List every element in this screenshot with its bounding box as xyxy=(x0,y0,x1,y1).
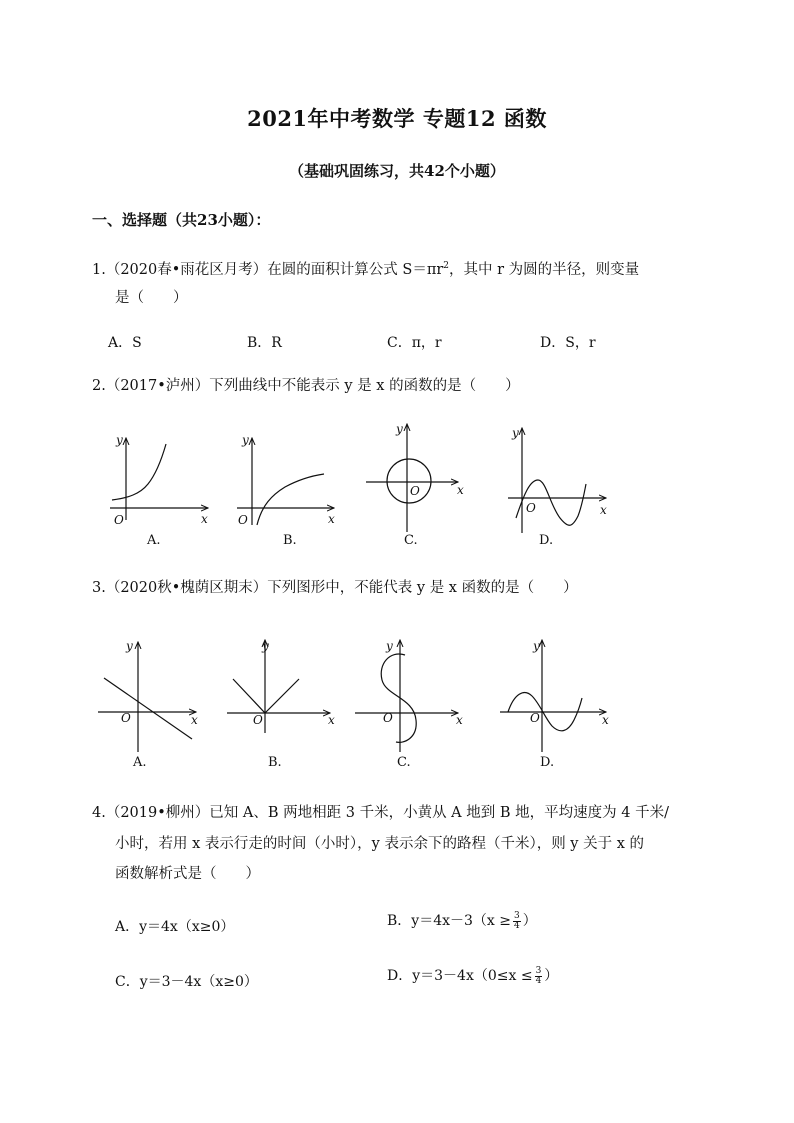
q4-option-c: C．y＝3－4x（x≥0） xyxy=(115,974,258,990)
q3-a-origin-label: O xyxy=(121,711,131,725)
q2-b-origin-label: O xyxy=(238,513,248,527)
question-4-line-2: 小时，若用 x 表示行走的时间（小时），y 表示余下的路程（千米），则 y 关于 x 的 xyxy=(115,836,644,852)
q2-graph-b xyxy=(237,438,334,525)
q2-d-y-label: y xyxy=(512,426,519,440)
q2-b-x-label: x xyxy=(328,512,335,526)
q3-d-origin-label: O xyxy=(530,711,540,725)
fraction-three-quarters: $\frac{3}{4}$ xyxy=(535,965,542,986)
q3-b-origin-label: O xyxy=(253,713,263,727)
q1-option-c: C．π，r xyxy=(387,335,442,351)
page-subtitle: （基础巩固练习，共42个小题） xyxy=(289,162,505,180)
q2-a-origin-label: O xyxy=(114,513,124,527)
q3-a-y-label: y xyxy=(126,639,133,653)
q3-c-y-label: y xyxy=(386,639,393,653)
question-4-line-1: 4.（2019•柳州）已知 A、B 两地相距 3 千米，小黄从 A 地到 B 地，平均速度为 4 千米/ xyxy=(92,805,669,821)
q3-graph-c xyxy=(355,640,458,752)
question-1-line-1: 1.（2020春•雨花区月考）在圆的面积计算公式 $S=\pi r^2$，其中 r 为圆的半径，则变量 xyxy=(92,261,640,278)
q2-c-x-label: x xyxy=(457,483,464,497)
q3-graph-a xyxy=(98,642,196,752)
q3-b-x-label: x xyxy=(328,713,335,727)
q1-option-a: A．S xyxy=(108,335,142,351)
q2-label-d: D. xyxy=(539,533,554,548)
question-1-line-2: 是（ ） xyxy=(115,290,188,306)
fraction-three-quarters: $\frac{3}{4}$ xyxy=(513,910,520,931)
q4-option-a: A．y＝4x（x≥0） xyxy=(115,919,235,935)
q3-graph-b xyxy=(227,640,330,733)
question-3-text: 3.（2020秋•槐荫区期末）下列图形中，不能代表 y 是 x 函数的是（ ） xyxy=(92,580,578,596)
q2-b-y-label: y xyxy=(242,433,249,447)
q2-c-y-label: y xyxy=(396,422,403,436)
q3-label-d: D. xyxy=(540,755,555,770)
q3-a-x-label: x xyxy=(191,713,198,727)
q3-label-b: B. xyxy=(268,755,282,770)
q2-label-c: C. xyxy=(404,533,418,548)
q2-a-y-label: y xyxy=(116,433,123,447)
q2-label-b: B. xyxy=(283,533,297,548)
q1-option-d: D．S，r xyxy=(540,335,596,351)
q1-option-b: B．R xyxy=(247,335,282,351)
q3-d-y-label: y xyxy=(533,639,540,653)
question-2-text: 2.（2017•泸州）下列曲线中不能表示 y 是 x 的函数的是（ ） xyxy=(92,378,520,394)
q3-d-x-label: x xyxy=(602,713,609,727)
q2-d-x-label: x xyxy=(600,503,607,517)
q2-graph-d xyxy=(508,428,606,533)
q2-label-a: A. xyxy=(147,533,161,548)
q3-c-x-label: x xyxy=(456,713,463,727)
question-4-line-3: 函数解析式是（ ） xyxy=(115,866,260,882)
q4-option-b: B．y＝4x－3（x ≥ $\frac{3}{4}$ ） xyxy=(387,910,537,931)
q3-label-a: A. xyxy=(133,755,147,770)
q2-graph-a xyxy=(110,438,208,520)
section-heading: 一、选择题（共23小题）： xyxy=(92,211,271,229)
q3-c-origin-label: O xyxy=(383,711,393,725)
q3-graph-d xyxy=(500,640,606,752)
q2-a-x-label: x xyxy=(201,512,208,526)
q2-graph-c xyxy=(366,424,458,532)
q3-label-c: C. xyxy=(397,755,411,770)
page-title: 2021年中考数学 专题12 函数 xyxy=(247,106,547,131)
q2-d-origin-label: O xyxy=(526,501,536,515)
q2-c-origin-label: O xyxy=(410,484,420,498)
q3-b-y-label: y xyxy=(262,639,269,653)
q4-option-d: D．y＝3－4x（0≤x ≤ $\frac{3}{4}$ ） xyxy=(387,965,559,986)
